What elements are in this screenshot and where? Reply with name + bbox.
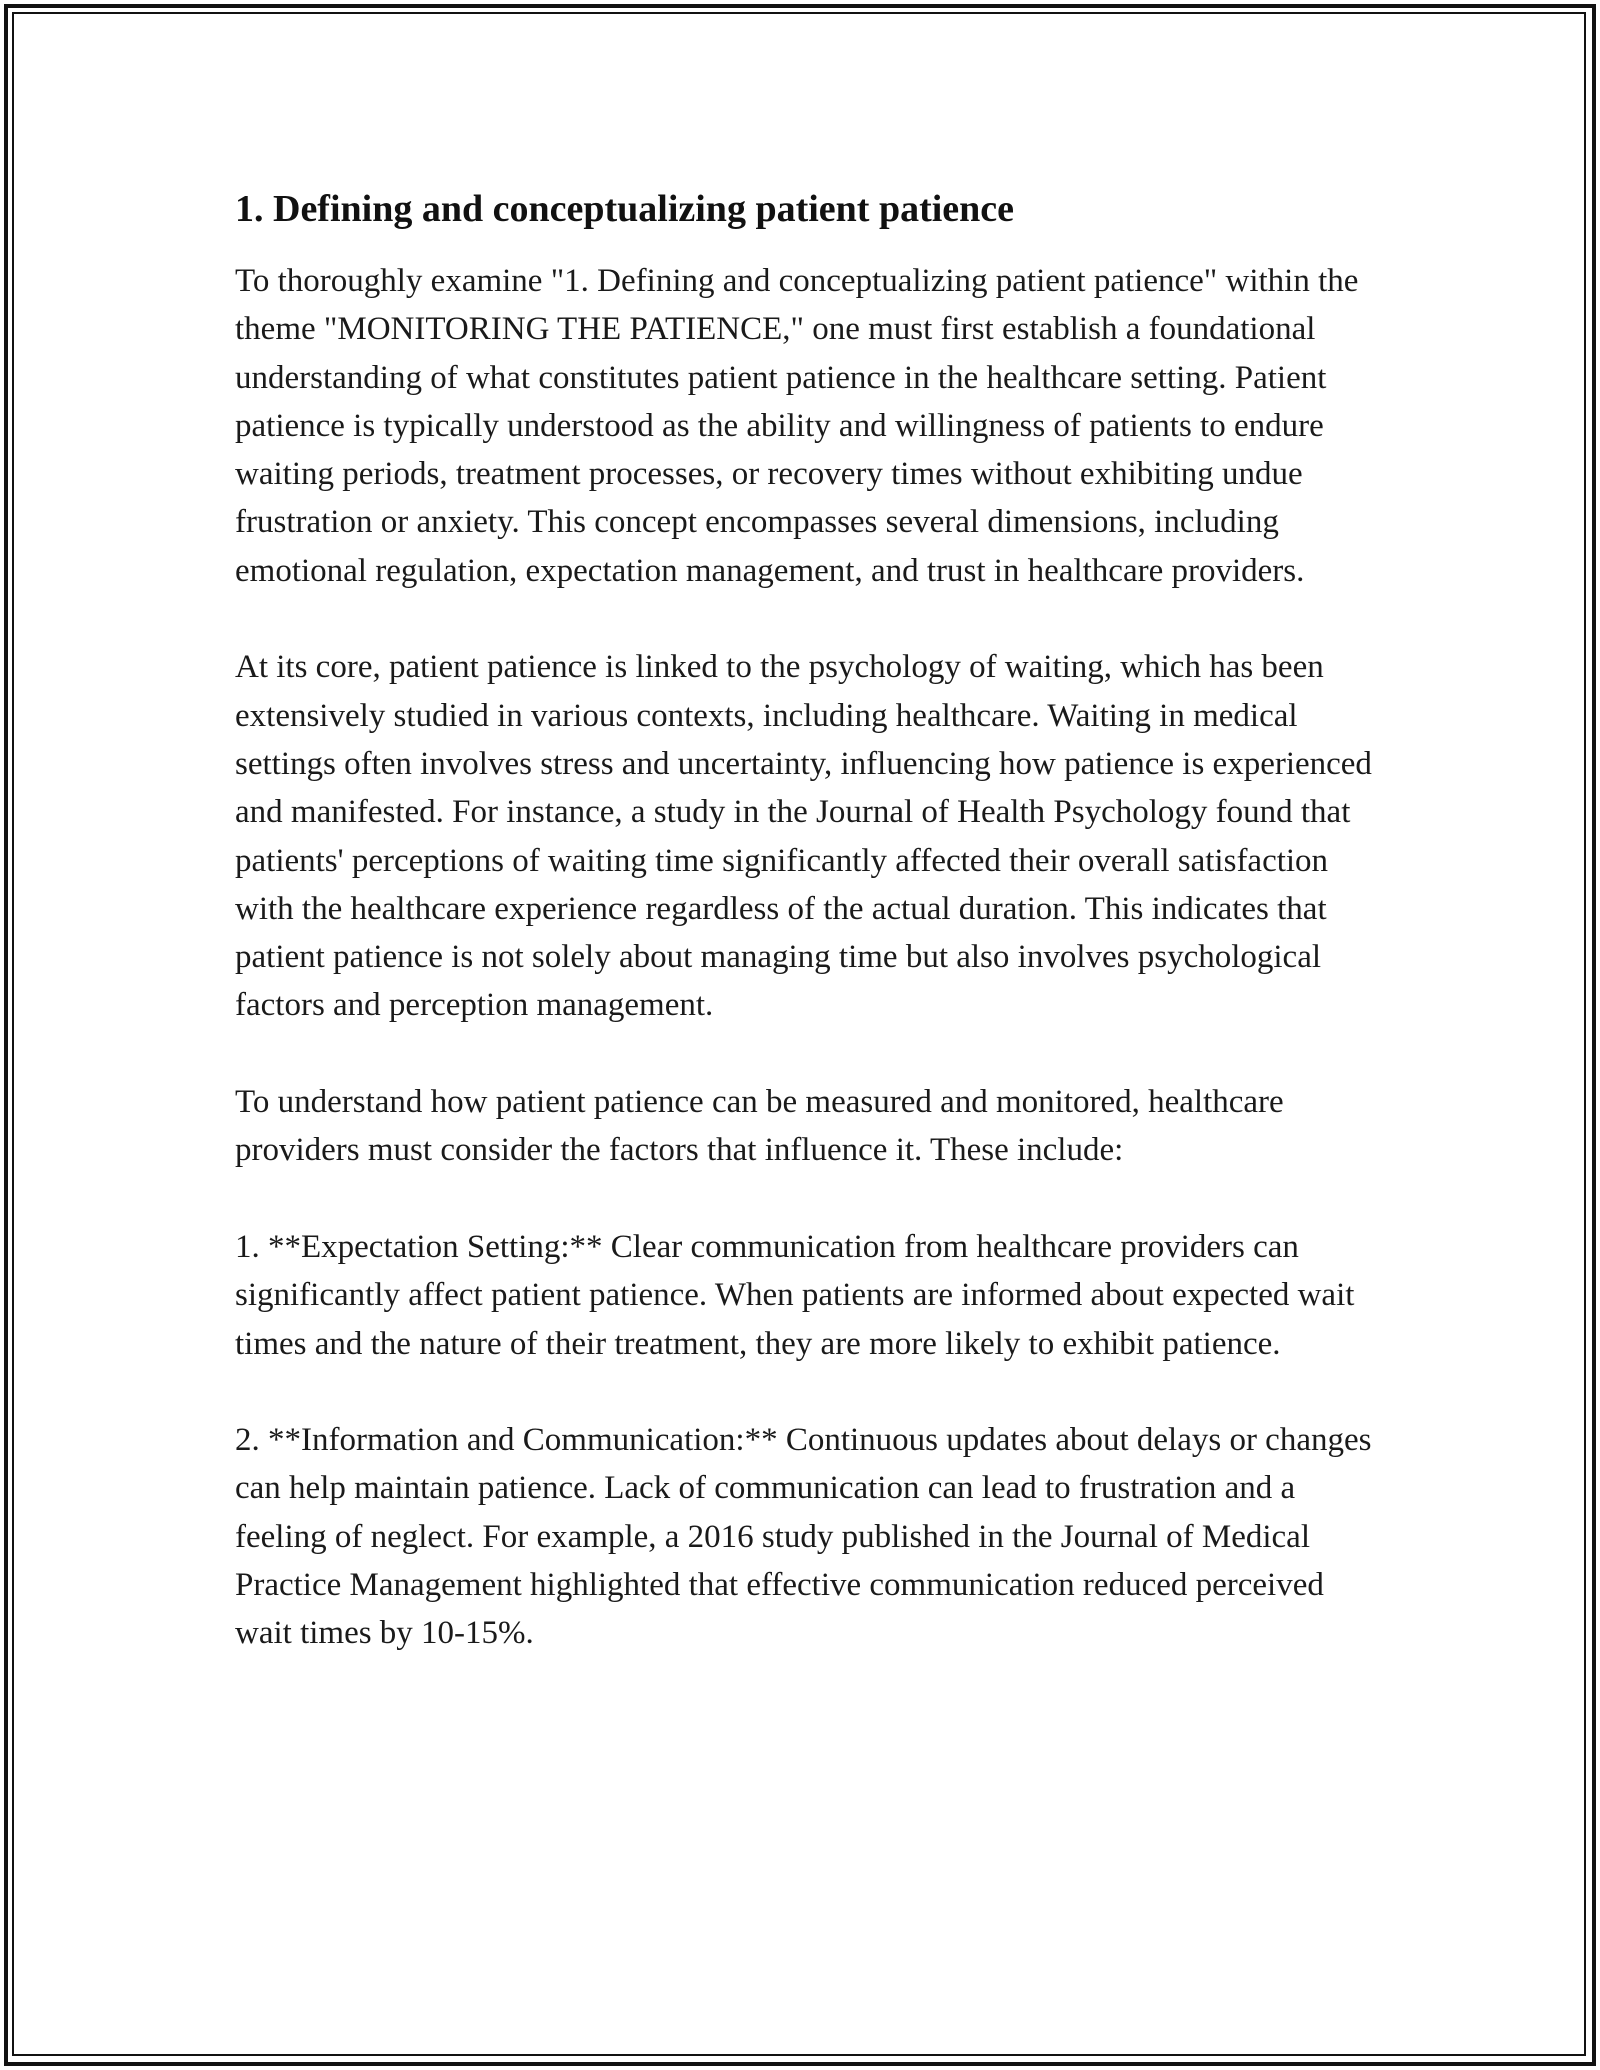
list-item-expectation-setting: 1. **Expectation Setting:** Clear communication from healthcare providers can significantly affect patient patience. When patients are informed about expected wait times and the nature of their treatment, they are more likely to exhibit patience. [235, 1228, 1355, 1362]
paragraph-influencing-factors: To understand how patient patience can be measured and monitored, healthcare providers must consider the factors that influence it. These include: [235, 1084, 1284, 1169]
section-heading: 1. Defining and conceptualizing patient patience [235, 188, 1015, 230]
list-item-information-communication: 2. **Information and Communication:** Continuous updates about delays or changes can help maintain patience. Lack of communication can lead to frustration and a feeling of neglect. For example, a 2016 study published in the Journal of Medical Practice Management highlighted that effective communication reduced perceived wait times by 10-15%. [235, 1422, 1372, 1652]
document-body [235, 185, 1375, 1658]
paragraph-psychology-of-waiting: At its core, patient patience is linked to the psychology of waiting, which has been extensively studied in various contexts, including healthcare. Waiting in medical settings often involves stress and uncertainty, influencing how patience is experienced and manifested. For instance, a study in the Journal of Health Psychology found that patients' perceptions of waiting time significantly affected their overall satisfaction with the healthcare experience regardless of the actual duration. This indicates that patient patience is not solely about managing time but also involves psychological factors and perception management. [235, 649, 1372, 1024]
paragraph-intro: To thoroughly examine "1. Defining and conceptualizing patient patience" within the theme "MONITORING THE PATIENCE," one must first establish a foundational understanding of what constitutes patient patience in the healthcare setting. Patient patience is typically understood as the ability and willingness of patients to endure waiting periods, treatment processes, or recovery times without exhibiting undue frustration or anxiety. This concept encompasses several dimensions, including emotional regulation, expectation management, and trust in healthcare providers. [235, 263, 1359, 589]
